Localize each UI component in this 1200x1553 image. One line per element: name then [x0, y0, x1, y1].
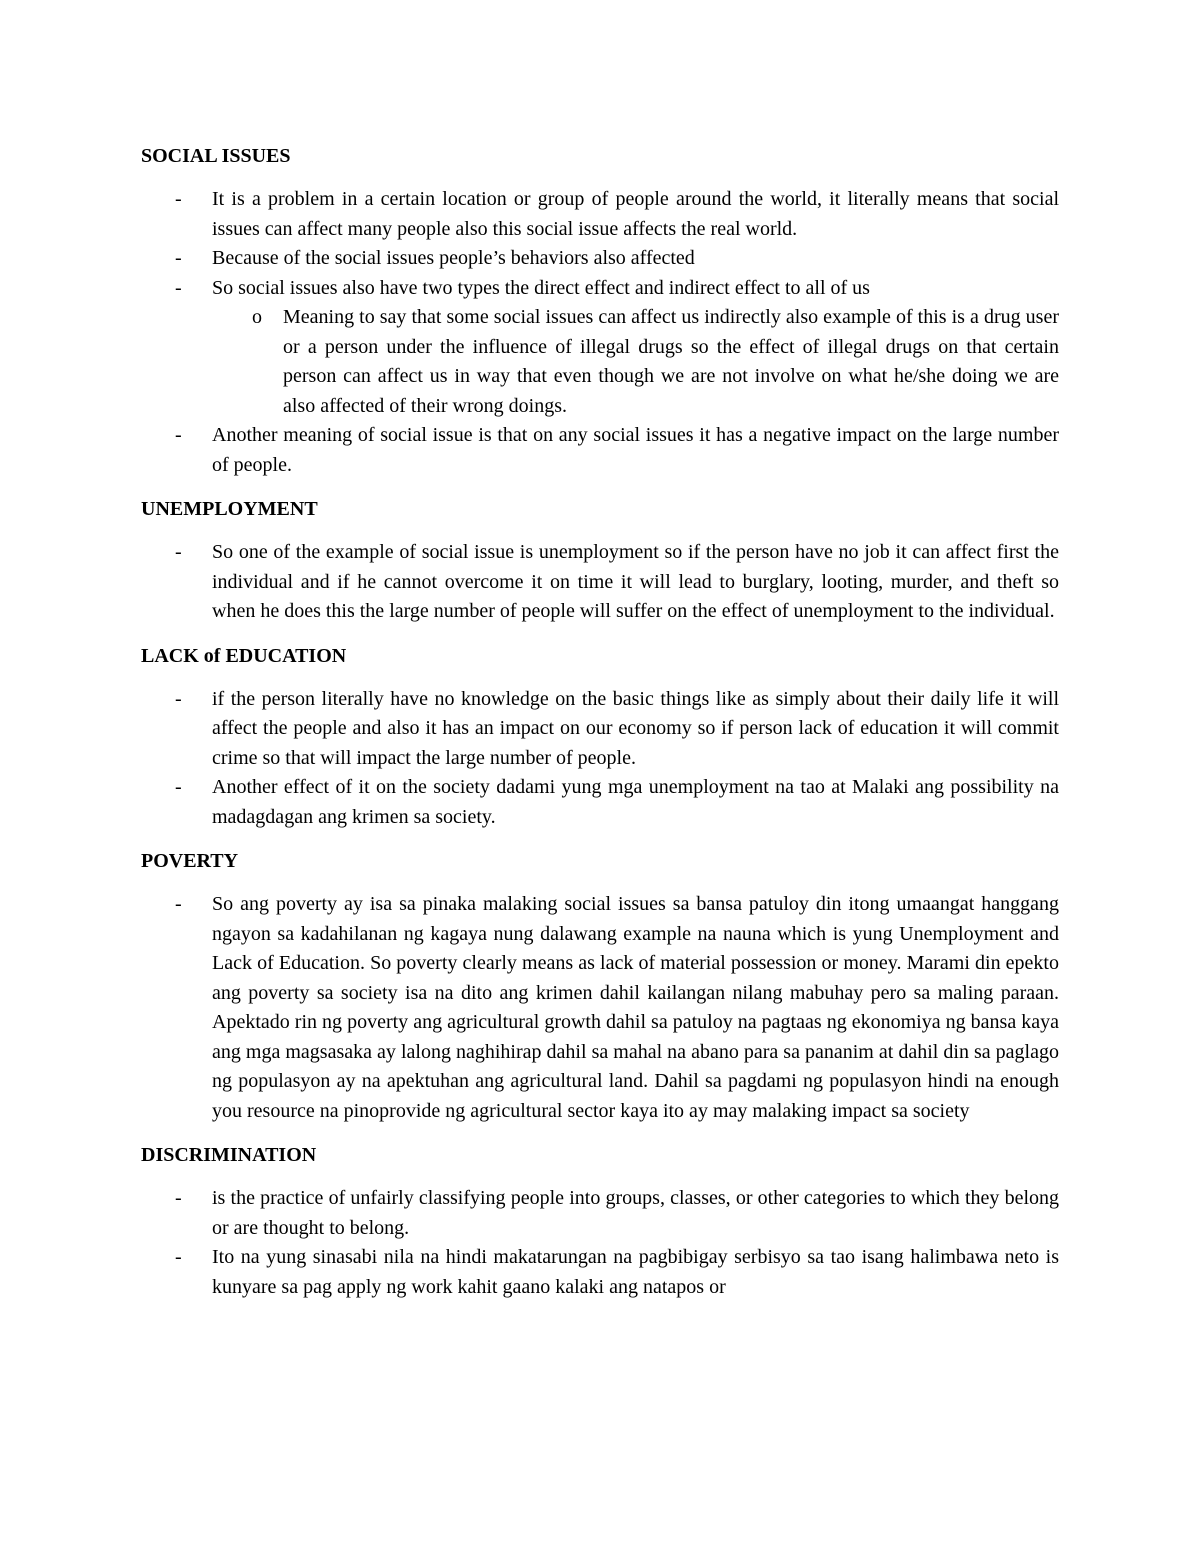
list-item	[141, 538, 1059, 627]
bullet-list	[141, 685, 1059, 833]
dash-bullet-marker: -	[175, 893, 182, 915]
list-item-text: Ito na yung sinasabi nila na hindi makatarungan na pagbibigay serbisyo sa tao isang halimbawa neto is kunyare sa pag apply ng work kahit gaano kalaki ang natapos or	[212, 1246, 1059, 1298]
dash-bullet-marker: -	[175, 1187, 182, 1209]
section-heading: SOCIAL ISSUES	[141, 145, 291, 167]
bullet-list	[141, 1184, 1059, 1302]
list-item-text: Meaning to say that some social issues can affect us indirectly also example of this is a drug user or a person under the influence of illegal drugs so the effect of illegal drugs on that certain person can affect us in way that even though we are not involve on what he/she doing we are also affected of their wrong doings.	[283, 306, 1059, 417]
bullet-list	[141, 185, 1059, 480]
dash-bullet-marker: -	[175, 1246, 182, 1268]
list-item-text: Another meaning of social issue is that on any social issues it has a negative impact on the large number of people.	[212, 424, 1059, 476]
dash-bullet-marker: -	[175, 687, 182, 710]
list-item-text: Another effect of it on the society dadami yung mga unemployment na tao at Malaki ang possibility na madagdagan ang krimen sa society.	[212, 776, 1059, 828]
dash-bullet-marker: -	[175, 424, 182, 446]
list-item-text: if the person literally have no knowledge on the basic things like as simply about their daily life it will affect the people and also it has an impact on our economy so if person lack of education it will commit crime so that will impact the large number of people.	[212, 687, 1059, 769]
list-item	[141, 421, 1059, 480]
list-item-text: So ang poverty ay isa sa pinaka malaking social issues sa bansa patuloy din itong umaangat hanggang ngayon sa kadahilanan ng kagaya nung dalawang example na nauna which is yung Unemployment and Lack of Education. So poverty clearly means as lack of material possession or money. Marami din epekto ang poverty sa society isa na dito ang krimen dahil kailangan nilang mabuhay pero sa maling paraan. Apektado rin ng poverty ang agricultural growth dahil sa patuloy na pagtaas ng ekonomiya ng bansa kaya ang mga magsasaka ay lalong naghihirap dahil sa mahal na abano para sa pananim at dahil din sa paglago ng populasyon ay na apektuhan ang agricultural land. Dahil sa pagdami ng populasyon hindi na enough you resource na pinoprovide ng agricultural sector kaya ito ay may malaking impact sa society	[212, 893, 1059, 1122]
list-item	[141, 890, 1059, 1126]
list-item-text: So one of the example of social issue is unemployment so if the person have no job it can affect first the individual and if he cannot overcome it on time it will lead to burglary, looting, murder, and theft so when he does this the large number of people will suffer on the effect of unemployment to the individual.	[212, 541, 1059, 622]
section-heading: DISCRIMINATION	[141, 1144, 317, 1166]
dash-bullet-marker: -	[175, 776, 182, 798]
dash-bullet-marker: -	[175, 188, 182, 210]
list-item	[141, 773, 1059, 832]
dash-bullet-marker: -	[175, 276, 182, 299]
list-item	[141, 685, 1059, 774]
list-item	[141, 185, 1059, 244]
list-item-text: So social issues also have two types the direct effect and indirect effect to all of us	[212, 276, 870, 299]
dash-bullet-marker: -	[175, 247, 182, 269]
dash-bullet-marker: -	[175, 541, 182, 563]
list-item-text: Because of the social issues people’s behaviors also affected	[212, 247, 695, 269]
circle-bullet-marker: o	[252, 306, 262, 328]
section-heading: LACK of EDUCATION	[141, 644, 347, 667]
list-item-text: is the practice of unfairly classifying people into groups, classes, or other categories to which they belong or are thought to belong.	[212, 1187, 1059, 1239]
bullet-list	[141, 538, 1059, 627]
section-heading: POVERTY	[141, 850, 239, 872]
list-item	[141, 1243, 1059, 1302]
list-item	[141, 244, 1059, 274]
bullet-list	[141, 890, 1059, 1126]
section-heading: UNEMPLOYMENT	[141, 498, 318, 520]
document-body	[141, 141, 1059, 1316]
sub-list-item	[141, 303, 1059, 421]
list-item	[141, 1184, 1059, 1243]
list-item-text: It is a problem in a certain location or group of people around the world, it literally means that social issues can affect many people also this social issue affects the real world.	[212, 188, 1059, 240]
list-item	[141, 274, 1059, 304]
